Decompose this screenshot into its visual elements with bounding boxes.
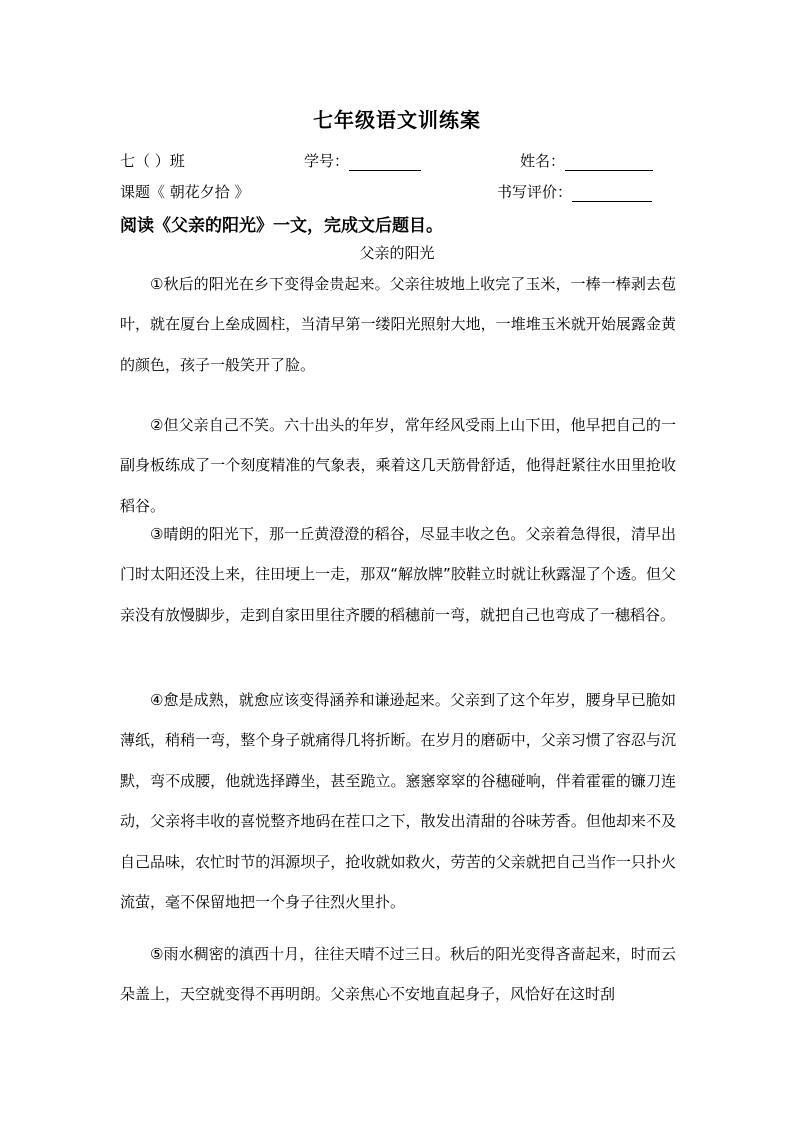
student-no-blank: [349, 154, 421, 171]
page-title: 七年级语文训练案: [313, 108, 481, 132]
evaluation-label: 书写评价：: [497, 183, 573, 201]
passage-paragraph-2: ②但父亲自己不笑。六十出头的年岁，常年经风受雨上山下田，他早把自己的一副身板练成了一个刻度精准的气象表，乘着这几天筋骨舒适，他得赶紧往水田里抢收稻谷。: [120, 416, 676, 515]
student-info-row: [120, 150, 680, 174]
evaluation-blank: [572, 185, 652, 202]
lesson-label: 课题《 朝花夕拾 》: [120, 183, 250, 201]
name-blank: [565, 154, 653, 171]
name-field: [520, 150, 653, 171]
passage-paragraph-4: ④愈是成熟，就愈应该变得涵养和谦逊起来。父亲到了这个年岁，腰身早已脆如薄纸，稍稍一弯，整个身子就痛得几将折断。在岁月的磨砺中，父亲习惯了容忍与沉默，弯不成腰，他就选择蹲坐，甚至跪立。窸窸窣窣的谷穗碰响，伴着霍霍的镰刀连动，父亲将丰收的喜悦整齐地码在茬口之下，散发出清甜的谷味芳香。但他却来不及自己品味，农忙时节的洱源坝子，抢收就如救火，劳苦的父亲就把自己当作一只扑火流萤，毫不保留地把一个身子往烈火里扑。: [120, 691, 676, 912]
student-no-field: [304, 150, 421, 171]
student-no-label: 学号：: [304, 152, 350, 170]
passage-paragraph-1: ①秋后的阳光在乡下变得金贵起来。父亲往坡地上收完了玉米，一棒一棒剥去苞叶，就在厦台上垒成圆柱，当清早第一缕阳光照射大地，一堆堆玉米就开始展露金黄的颜色，孩子一般笑开了脸。: [120, 275, 676, 374]
passage-title: 父亲的阳光: [359, 244, 435, 262]
name-label: 姓名：: [520, 152, 566, 170]
evaluation-field: [497, 181, 652, 202]
reading-instruction: 阅读《父亲的阳光》一文，完成文后题目。: [120, 216, 443, 236]
passage-paragraph-3: ③晴朗的阳光下，那一丘黄澄澄的稻谷，尽显丰收之色。父亲着急得很，清早出门时太阳还没上来，往田埂上一走，那双“解放牌”胶鞋立时就让秋露湿了个透。但父亲没有放慢脚步，走到自家田里往齐腰的稻穗前一弯，就把自己也弯成了一穗稻谷。: [120, 525, 676, 624]
passage-paragraph-5: ⑤雨水稠密的滇西十月，往往天晴不过三日。秋后的阳光变得吝啬起来，时而云朵盖上，天空就变得不再明朗。父亲焦心不安地直起身子，风恰好在这时刮: [120, 945, 676, 1004]
class-label: 七（ ）班: [120, 152, 185, 170]
lesson-info-row: [120, 181, 680, 205]
